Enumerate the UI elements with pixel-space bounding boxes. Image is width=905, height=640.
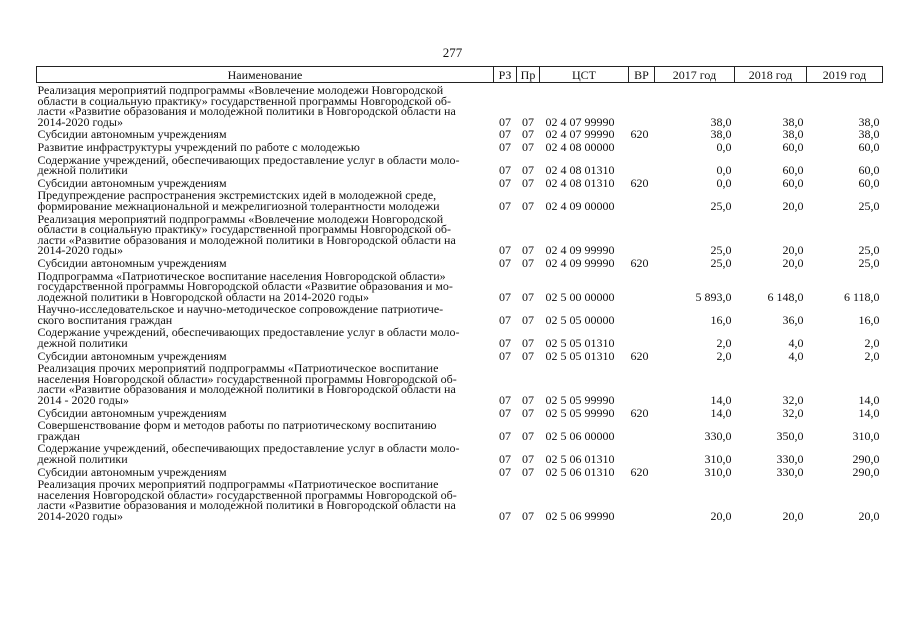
cell-rz: 07 — [499, 163, 511, 178]
table-row — [37, 176, 883, 189]
cell-name-line: Реализация прочих мероприятий подпрограммы «Патриотическое воспитание — [37, 477, 439, 492]
cell-2019: 6 118,0 — [843, 289, 880, 304]
cell-name-line: Реализация мероприятий подпрограммы «Вовлечение молодежи Новгородской — [37, 211, 444, 226]
cell-name-line: граждан — [37, 428, 80, 443]
cell-cst: 02 5 05 00000 — [545, 312, 615, 327]
header-2017: 2017 год — [655, 67, 735, 83]
cell-name-line: 2014-2020 годы» — [37, 508, 123, 523]
page-number: 277 — [442, 45, 463, 60]
table-row — [37, 140, 883, 153]
cell-vr — [629, 212, 655, 256]
cell-cst: 02 4 07 99990 — [545, 114, 615, 129]
cell-2019: 60,0 — [858, 139, 880, 154]
cell-name-line: Субсидии автономным учреждениям — [37, 255, 227, 270]
cell-rz: 07 — [499, 289, 511, 304]
table-row — [37, 418, 883, 441]
cell-2018: 38,0 — [782, 114, 804, 129]
cell-2018: 32,0 — [782, 393, 804, 408]
cell-2018: 20,0 — [782, 508, 804, 523]
cell-2017: 20,0 — [710, 508, 732, 523]
cell-2019: 20,0 — [858, 508, 880, 523]
cell-name-line: формирование межнациональной и межрелигиозной толерантности молодежи — [37, 198, 440, 213]
cell-pr: 07 — [522, 508, 534, 523]
cell-2019: 310,0 — [852, 428, 880, 443]
cell-2017: 5 893,0 — [695, 289, 732, 304]
cell-vr: 620 — [630, 348, 649, 363]
table-row — [37, 465, 883, 478]
cell-cst: 02 5 05 99990 — [545, 405, 615, 420]
cell-pr: 07 — [522, 198, 534, 213]
cell-rz: 07 — [499, 127, 511, 142]
cell-name-line: Содержание учреждений, обеспечивающих предоставление услуг в области моло- — [37, 152, 460, 167]
cell-pr: 07 — [522, 243, 534, 258]
cell-name — [37, 406, 494, 419]
cell-2018: 60,0 — [782, 175, 804, 190]
cell-2017: 310,0 — [704, 464, 732, 479]
cell-pr: 07 — [522, 163, 534, 178]
cell-rz: 07 — [499, 175, 511, 190]
cell-name — [37, 153, 494, 176]
table-row — [37, 361, 883, 405]
cell-pr: 07 — [522, 114, 534, 129]
cell-2019: 60,0 — [858, 163, 880, 178]
cell-name-line: Субсидии автономным учреждениям — [37, 405, 227, 420]
cell-name-line: Подпрограмма «Патриотическое воспитание населения Новгородской области» — [37, 268, 446, 283]
cell-pr: 07 — [522, 452, 534, 466]
cell-2018: 330,0 — [776, 452, 804, 466]
cell-name-line: Содержание учреждений, обеспечивающих предоставление услуг в области моло- — [37, 441, 460, 456]
cell-vr — [629, 361, 655, 405]
cell-name — [37, 465, 494, 478]
cell-name-line: дежной политики — [37, 163, 128, 178]
cell-name-line: Субсидии автономным учреждениям — [37, 175, 227, 190]
cell-2019: 25,0 — [858, 198, 880, 213]
cell-vr — [629, 441, 655, 464]
cell-2019: 60,0 — [858, 175, 880, 190]
budget-table — [36, 66, 883, 522]
cell-2017: 310,0 — [704, 452, 732, 466]
cell-name-line: Реализация мероприятий подпрограммы «Вовлечение молодежи Новгородской — [37, 83, 444, 97]
cell-name-line: ласти «Развитие образования и молодежной политики в Новгородской области на — [37, 104, 456, 119]
cell-2018: 4,0 — [788, 348, 804, 363]
cell-name-line: Содержание учреждений, обеспечивающих предоставление услуг в области моло- — [37, 325, 460, 340]
cell-pr: 07 — [522, 312, 534, 327]
table-header-row — [37, 67, 883, 83]
cell-2017: 25,0 — [710, 198, 732, 213]
cell-name-line: населения Новгородской области» государственной программы Новгородской об- — [37, 371, 457, 386]
cell-vr — [629, 302, 655, 325]
cell-rz: 07 — [499, 243, 511, 258]
cell-cst: 02 5 06 01310 — [545, 452, 615, 466]
cell-2019: 38,0 — [858, 114, 880, 129]
cell-vr — [629, 269, 655, 303]
cell-2018: 60,0 — [782, 139, 804, 154]
cell-pr: 07 — [522, 405, 534, 420]
table-row — [37, 477, 883, 521]
cell-cst: 02 5 06 00000 — [545, 428, 615, 443]
cell-name — [37, 302, 494, 325]
header-cst: ЦСТ — [540, 67, 629, 83]
cell-pr: 07 — [522, 255, 534, 270]
cell-rz: 07 — [499, 393, 511, 408]
cell-vr: 620 — [630, 127, 649, 142]
cell-name-line: 2014-2020 годы» — [37, 114, 123, 129]
cell-cst: 02 4 09 99990 — [545, 255, 615, 270]
cell-cst: 02 5 05 01310 — [545, 348, 615, 363]
cell-2017: 2,0 — [716, 348, 732, 363]
cell-cst: 02 4 09 00000 — [545, 198, 615, 213]
cell-2019: 2,0 — [864, 348, 880, 363]
cell-pr: 07 — [522, 393, 534, 408]
cell-vr — [629, 153, 655, 176]
cell-pr: 07 — [522, 175, 534, 190]
cell-2017: 0,0 — [716, 163, 732, 178]
header-vr: ВР — [629, 67, 655, 83]
cell-name — [37, 441, 494, 464]
cell-2018: 60,0 — [782, 163, 804, 178]
cell-name — [37, 361, 494, 408]
cell-rz: 07 — [499, 336, 511, 351]
cell-name — [37, 83, 494, 128]
cell-rz: 07 — [499, 312, 511, 327]
cell-2017: 330,0 — [704, 428, 732, 443]
table-row — [37, 127, 883, 140]
cell-vr: 620 — [630, 405, 649, 420]
header-2019: 2019 год — [807, 67, 883, 83]
cell-name-line: государственной программы Новгородской области «Развитие образования и мо- — [37, 279, 453, 294]
cell-cst: 02 5 06 01310 — [545, 464, 615, 479]
cell-cst: 02 4 08 00000 — [545, 139, 615, 154]
cell-rz: 07 — [499, 255, 511, 270]
cell-cst: 02 5 05 99990 — [545, 393, 615, 408]
cell-rz: 07 — [499, 405, 511, 420]
cell-name — [37, 127, 494, 140]
cell-rz: 07 — [499, 114, 511, 129]
table-row — [37, 153, 883, 176]
cell-2018: 20,0 — [782, 243, 804, 258]
cell-name — [37, 188, 494, 211]
cell-2019: 38,0 — [858, 127, 880, 142]
cell-rz: 07 — [499, 198, 511, 213]
cell-2019: 290,0 — [852, 464, 880, 479]
cell-name — [37, 418, 494, 441]
table-row — [37, 83, 883, 128]
cell-name — [37, 477, 494, 521]
cell-2018: 36,0 — [782, 312, 804, 327]
cell-name-line: дежной политики — [37, 336, 128, 351]
cell-name-line: ласти «Развитие образования и молодежной политики в Новгородской области на — [37, 498, 456, 513]
cell-name-line: Предупреждение распространения экстремистских идей в молодежной среде, — [37, 188, 437, 203]
cell-cst: 02 5 00 00000 — [545, 289, 615, 304]
cell-cst: 02 4 07 99990 — [545, 127, 615, 142]
header-name: Наименование — [37, 67, 494, 83]
table-row — [37, 269, 883, 303]
cell-cst: 02 4 08 01310 — [545, 163, 615, 178]
cell-2017: 14,0 — [710, 405, 732, 420]
cell-pr: 07 — [522, 464, 534, 479]
cell-vr: 620 — [630, 175, 649, 190]
cell-name-line: лодежной политики в Новгородской области на 2014-2020 годы» — [37, 289, 369, 304]
cell-cst: 02 5 05 01310 — [545, 336, 615, 351]
cell-pr: 07 — [522, 336, 534, 351]
cell-name-line: ского воспитания граждан — [37, 312, 173, 327]
cell-name — [37, 325, 494, 351]
cell-cst: 02 5 06 99990 — [545, 508, 615, 523]
cell-vr — [629, 83, 655, 128]
cell-name — [37, 140, 494, 153]
header-2018: 2018 год — [735, 67, 807, 83]
cell-name-line: 2014 - 2020 годы» — [37, 393, 129, 408]
cell-vr — [629, 140, 655, 153]
cell-2018: 32,0 — [782, 405, 804, 420]
cell-2017: 38,0 — [710, 114, 732, 129]
cell-name-line: области в социальную практику» государственной программы Новгородской об- — [37, 222, 452, 237]
cell-2017: 25,0 — [710, 243, 732, 258]
cell-2019: 25,0 — [858, 243, 880, 258]
cell-pr: 07 — [522, 139, 534, 154]
cell-name-line: Развитие инфраструктуры учреждений по работе с молодежью — [37, 139, 360, 154]
cell-name-line: Научно-исследовательское и научно-методическое сопровождение патриотиче- — [37, 302, 444, 317]
cell-rz: 07 — [499, 348, 511, 363]
cell-vr — [629, 188, 655, 211]
table-row — [37, 441, 883, 464]
table-row — [37, 349, 883, 362]
table-row — [37, 212, 883, 256]
cell-name-line: дежной политики — [37, 452, 128, 466]
cell-2019: 14,0 — [858, 405, 880, 420]
cell-2018: 20,0 — [782, 198, 804, 213]
cell-vr — [629, 325, 655, 348]
cell-2019: 2,0 — [864, 336, 880, 351]
cell-2018: 38,0 — [782, 127, 804, 142]
cell-2018: 330,0 — [776, 464, 804, 479]
table-row — [37, 325, 883, 348]
cell-name-line: 2014-2020 годы» — [37, 243, 123, 258]
cell-rz: 07 — [499, 464, 511, 479]
cell-name-line: Субсидии автономным учреждениям — [37, 348, 227, 363]
cell-vr — [629, 477, 655, 521]
cell-2018: 4,0 — [788, 336, 804, 351]
cell-name-line: Субсидии автономным учреждениям — [37, 464, 227, 479]
cell-name-line: Совершенствование форм и методов работы по патриотическому воспитанию — [37, 418, 437, 433]
cell-2017: 16,0 — [710, 312, 732, 327]
cell-2018: 6 148,0 — [767, 289, 804, 304]
cell-vr: 620 — [630, 464, 649, 479]
cell-name-line: области в социальную практику» государственной программы Новгородской об- — [37, 93, 452, 108]
table-body — [37, 83, 883, 522]
cell-pr: 07 — [522, 127, 534, 142]
cell-2017: 38,0 — [710, 127, 732, 142]
cell-2019: 14,0 — [858, 393, 880, 408]
table-row — [37, 302, 883, 325]
header-rz: РЗ — [494, 67, 517, 83]
cell-2017: 25,0 — [710, 255, 732, 270]
cell-2017: 14,0 — [710, 393, 732, 408]
cell-name-line: ласти «Развитие образования и молодежной политики в Новгородской области на — [37, 232, 456, 247]
cell-rz: 07 — [499, 508, 511, 523]
cell-2017: 2,0 — [716, 336, 732, 351]
cell-vr — [629, 418, 655, 441]
cell-2018: 350,0 — [776, 428, 804, 443]
cell-2019: 25,0 — [858, 255, 880, 270]
cell-2017: 0,0 — [716, 175, 732, 190]
cell-name-line: Субсидии автономным учреждениям — [37, 127, 227, 142]
cell-cst: 02 4 09 99990 — [545, 243, 615, 258]
cell-name — [37, 349, 494, 362]
cell-rz: 07 — [499, 139, 511, 154]
cell-vr: 620 — [630, 255, 649, 270]
cell-rz: 07 — [499, 428, 511, 443]
cell-name — [37, 176, 494, 189]
table-row — [37, 256, 883, 269]
cell-name-line: Реализация прочих мероприятий подпрограммы «Патриотическое воспитание — [37, 361, 439, 376]
cell-2017: 0,0 — [716, 139, 732, 154]
table-row — [37, 406, 883, 419]
cell-name-line: ласти «Развитие образования и молодежной политики в Новгородской области на — [37, 382, 456, 397]
cell-cst: 02 4 08 01310 — [545, 175, 615, 190]
cell-pr: 07 — [522, 348, 534, 363]
cell-rz: 07 — [499, 452, 511, 466]
table-row — [37, 188, 883, 211]
cell-name — [37, 256, 494, 269]
cell-name — [37, 269, 494, 303]
cell-2019: 16,0 — [858, 312, 880, 327]
cell-pr: 07 — [522, 289, 534, 304]
cell-name-line: населения Новгородской области» государственной программы Новгородской об- — [37, 487, 457, 502]
cell-name — [37, 212, 494, 256]
cell-2018: 20,0 — [782, 255, 804, 270]
cell-pr: 07 — [522, 428, 534, 443]
header-pr: Пр — [517, 67, 540, 83]
cell-2019: 290,0 — [852, 452, 880, 466]
